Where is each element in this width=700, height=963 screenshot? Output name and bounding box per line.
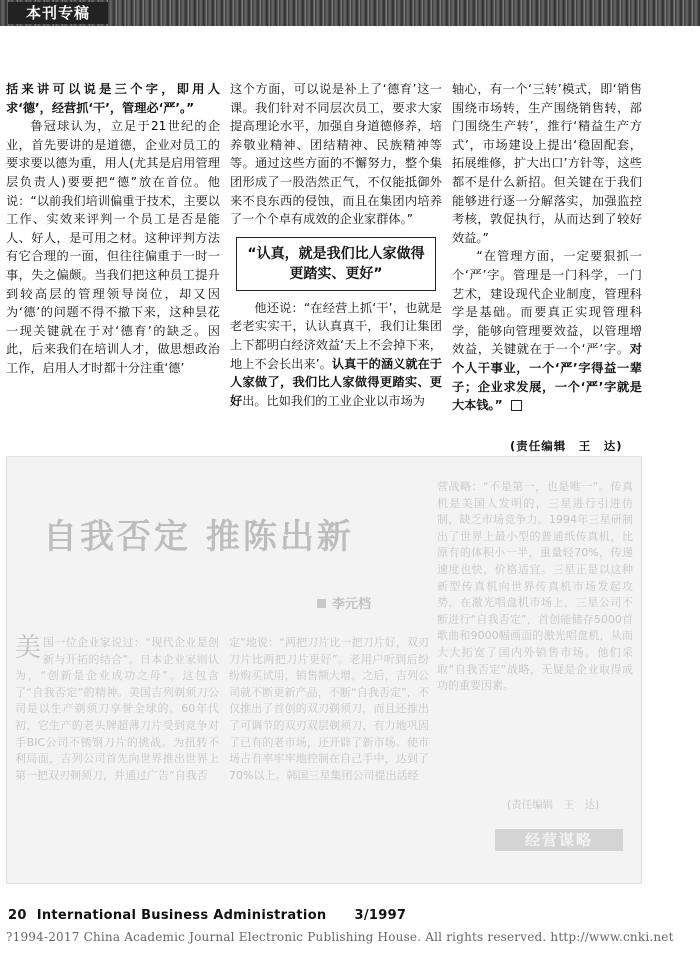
square-bullet-icon bbox=[317, 599, 326, 608]
journal-name: International Business Administration bbox=[36, 908, 327, 923]
header-band bbox=[0, 0, 700, 26]
author-name: 李元档 bbox=[332, 597, 372, 612]
article-column-2 bbox=[230, 80, 442, 410]
section-label: 本刊专稿 bbox=[8, 2, 108, 24]
paragraph bbox=[452, 247, 642, 414]
bold-text: 认真干的涵义就在于人家做了，我们比人家做得更踏实、更好 bbox=[230, 356, 443, 408]
faded-column-3 bbox=[437, 479, 633, 695]
issue-number: 3/1997 bbox=[354, 908, 407, 923]
paragraph: 轴心，有一个‘三转’模式，即‘销售围绕市场转，生产围绕销售转，部门围绕生产转’，推行‘精益生产方式’，市场建设上提出‘稳固配套，拓展维修，扩大出口’方针等，这些都不是什么新招。但关键在于我们能够进行逐一分解落实，加强监控考核，敦促执行，从而达到了较好效益。” bbox=[452, 82, 642, 245]
page-footer bbox=[8, 908, 416, 923]
drop-cap: 美 bbox=[15, 633, 42, 663]
lead-bold-text: 括来讲可以说是三个字，即用人求‘德’，经营抓‘干’，管理必‘严’。” bbox=[6, 82, 220, 115]
bold-text: 对个人干事业，一个‘严’字得益一辈子；企业求发展，一个‘严’字就是大本钱。” bbox=[452, 342, 642, 413]
paragraph-text: 他还说：“在经营上抓‘干’，也就是老老实实干，认认真真干，我们让集团上下都明白经济效益‘天上不会掉下来，地上不会长出来’。 bbox=[230, 300, 442, 371]
next-article-bleedthrough bbox=[6, 456, 642, 884]
end-mark-icon bbox=[511, 400, 522, 411]
paragraph: 这个方面，可以说是补上了‘德育’这一课。我们针对不同层次员工，要求大家提高理论水平，加强自身道德修养，培养敬业精神、团结精神、民族精神等等。通过这些方面的不懈努力，整个集团形成了一股浩然正气，不仅能抵御外来不良东西的侵蚀，而且在集团内培养了一个个卓有成效的企业家群体。” bbox=[230, 82, 442, 227]
article-column-3 bbox=[452, 80, 642, 415]
faded-column-1 bbox=[15, 635, 219, 784]
paragraph: 鲁冠球认为，立足于21世纪的企业，首先要讲的是道德，企业对员工的要求要以德为重，用人(尤其是启用管理层负责人)要要把“德”放在首位。他说：“以前我们培训偏重于技术，主要以工作、实效来评判一个员工是否是能人、好人，是可用之材。这种评判方法有它合理的一面，但往往偏重于一时一事，失之偏颇。当我们把这种员工提升到较高层的管理领导岗位，却又因为‘德’的问题不得不撤下来，这种昙花一现关键就在于对‘德育’的缺乏。因此，后来我们在培训人才，做思想政治工作，启用人才时都十分注重‘德’ bbox=[6, 119, 220, 375]
paragraph-text: 出。比如我们的工业企业以市场为 bbox=[242, 393, 425, 408]
paragraph-text: 国一位企业家说过：“现代企业是创新与开拓的结合”。日本企业家则认为，“创新是企业成功之母”。这包含了“自我否定”的精神。美国吉列剃须刀公司是以生产剃须刀享誉全球的。60年代初，它生产的老头牌超薄刀片受到竞争对手BIC公司不锈钢刀片的挑战。为扭转不利局面，吉列公司首先向世界推出世界上第一把双刃剃须刀，并通过广告“自我否 bbox=[15, 636, 219, 782]
faded-column-2 bbox=[229, 635, 429, 784]
section-tag: 经营谋略 bbox=[495, 829, 623, 851]
paragraph bbox=[230, 299, 442, 411]
paragraph: 定”地说：“两把刀片比一把刀片好，双刃刀片比两把刀片更好”。老用户听到后纷纷购买试用，销售额大增。之后，吉列公司就不断更新产品，不断“自我否定”，不仅推出了首创的双刃剃须刀，而且还推出了可调节的双刃双层剃须刀，有力地巩固了已有的老市场，还开辟了新市场。使市场占有率牢牢地控制在自己手中，达到了70%以上。韩国三星集团公司提出活经 bbox=[229, 636, 429, 782]
paragraph bbox=[15, 635, 219, 784]
page-number: 20 bbox=[8, 908, 27, 923]
article-column-1 bbox=[6, 80, 220, 378]
editor-credit: (责任编辑 王 达) bbox=[510, 439, 623, 453]
copyright-line: ?1994-2017 China Academic Journal Electronic Publishing House. All rights reserved. http://www.cnki.net bbox=[6, 930, 674, 944]
pull-quote: “认真，就是我们比人家做得更踏实、更好” bbox=[236, 237, 436, 291]
faded-editor-credit: (责任编辑 王 达) bbox=[507, 799, 600, 811]
article-title: 自我否定 推陈出新 bbox=[43, 517, 354, 557]
paragraph-text: “在管理方面，一定要狠抓一个‘严’字。管理是一门科学，一门艺术，建设现代企业制度，管理科学是基础。而要真正实现管理科学，能够向管理要效益，以管理增效益，关键就在于一个‘严’字。 bbox=[452, 249, 642, 357]
article-author bbox=[317, 593, 371, 612]
paragraph: 营战略：“不是第一，也是唯一”。传真机是美国人发明的，三星进行引进仿制，缺乏市场竞争力。1994年三星研制出了世界上最小型的普通纸传真机，比原有的体积小一半，重量轻70%，传递速度也快，价格适宜。三星正是以这种新型传真机向世界传真机市场发起攻势，在激光唱盘机市场上，三星公司不断进行“自我否定”，首创能储存5000首歌曲和9000幅画面的激光唱盘机，从而大大拓宽了国内外销售市场。他们采取“自我否定”战略，无疑是企业取得成功的重要因素。 bbox=[437, 480, 633, 693]
